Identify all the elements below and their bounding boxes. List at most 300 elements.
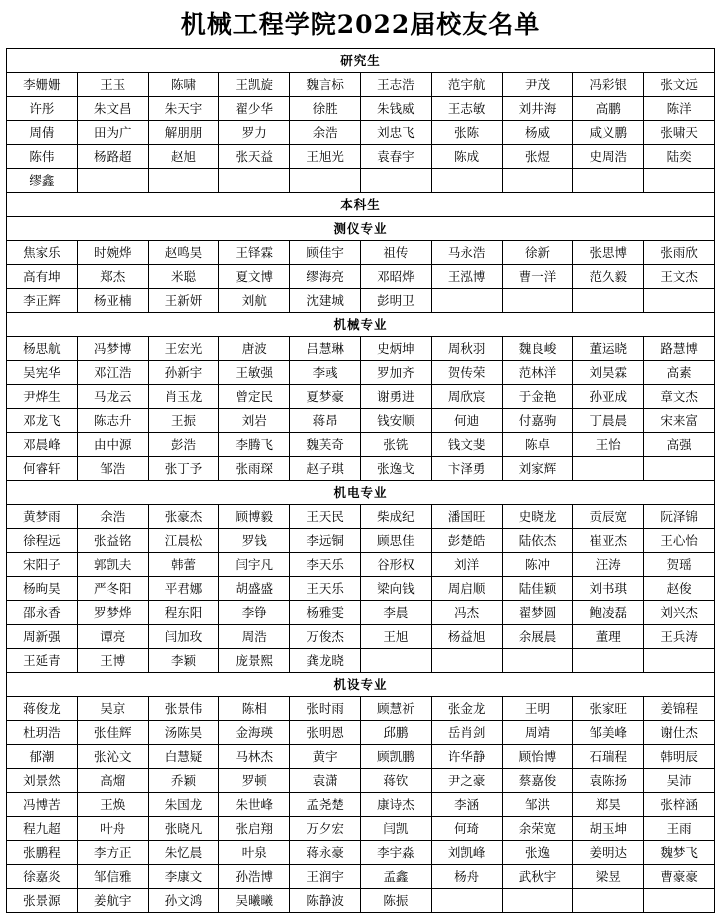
alumni-name-cell: 刘忠飞 [360, 121, 431, 145]
alumni-name-cell: 沈建城 [290, 289, 361, 313]
alumni-name-cell: 崔亚杰 [573, 529, 644, 553]
table-row [7, 241, 715, 265]
alumni-name-cell: 高素 [644, 361, 715, 385]
alumni-name-cell: 张雨欣 [644, 241, 715, 265]
empty-cell [431, 169, 502, 193]
alumni-name-cell: 李晨 [360, 601, 431, 625]
alumni-name-cell: 夏梦豪 [290, 385, 361, 409]
alumni-name-cell: 胡盛盛 [219, 577, 290, 601]
alumni-name-cell: 刘兴杰 [644, 601, 715, 625]
alumni-name-cell: 赵子琪 [290, 457, 361, 481]
empty-cell [573, 457, 644, 481]
alumni-name-cell: 王润宇 [290, 865, 361, 889]
alumni-name-cell: 赵俊 [644, 577, 715, 601]
alumni-name-cell: 徐程远 [7, 529, 78, 553]
alumni-name-cell: 田为广 [77, 121, 148, 145]
alumni-name-cell: 杨路超 [77, 145, 148, 169]
alumni-name-cell: 周秋羽 [431, 337, 502, 361]
alumni-name-cell: 孙文鸿 [148, 889, 219, 913]
alumni-name-cell: 刘书琪 [573, 577, 644, 601]
alumni-name-cell: 李彧 [290, 361, 361, 385]
table-row [7, 649, 715, 673]
alumni-name-cell: 钱安顺 [360, 409, 431, 433]
empty-cell [644, 649, 715, 673]
alumni-name-cell: 翟少华 [219, 97, 290, 121]
table-row [7, 121, 715, 145]
alumni-name-cell: 马永浩 [431, 241, 502, 265]
table-row [7, 337, 715, 361]
table-row [7, 625, 715, 649]
alumni-name-cell: 邓昭烨 [360, 265, 431, 289]
alumni-name-cell: 闫凯 [360, 817, 431, 841]
alumni-name-cell: 周启顺 [431, 577, 502, 601]
empty-cell [502, 889, 573, 913]
alumni-name-cell: 李天乐 [290, 553, 361, 577]
subsection-heading: 机械专业 [7, 313, 715, 337]
empty-cell [431, 889, 502, 913]
table-row [7, 553, 715, 577]
alumni-name-cell: 岳肖剑 [431, 721, 502, 745]
alumni-name-cell: 王焕 [77, 793, 148, 817]
alumni-name-cell: 尹之豪 [431, 769, 502, 793]
alumni-name-cell: 闫加玫 [148, 625, 219, 649]
alumni-name-cell: 高鹏 [573, 97, 644, 121]
alumni-name-cell: 张时雨 [290, 697, 361, 721]
alumni-name-cell: 张豪杰 [148, 505, 219, 529]
alumni-name-cell: 张梓涵 [644, 793, 715, 817]
alumni-name-cell: 朱天宇 [148, 97, 219, 121]
alumni-name-cell: 李宇淼 [360, 841, 431, 865]
alumni-name-cell: 汪涛 [573, 553, 644, 577]
alumni-name-cell: 吴曦曦 [219, 889, 290, 913]
alumni-name-cell: 余荣宽 [502, 817, 573, 841]
alumni-name-cell: 杨亚楠 [77, 289, 148, 313]
alumni-name-cell: 谢仕杰 [644, 721, 715, 745]
alumni-name-cell: 金海瑛 [219, 721, 290, 745]
table-row [7, 841, 715, 865]
alumni-name-cell: 阮泽锦 [644, 505, 715, 529]
alumni-name-cell: 张煜 [502, 145, 573, 169]
alumni-name-cell: 于金艳 [502, 385, 573, 409]
alumni-name-cell: 翟梦圆 [502, 601, 573, 625]
alumni-table [6, 48, 715, 913]
alumni-name-cell: 余浩 [77, 505, 148, 529]
alumni-name-cell: 陆佳颖 [502, 577, 573, 601]
alumni-name-cell: 高强 [644, 433, 715, 457]
alumni-name-cell: 张丁予 [148, 457, 219, 481]
alumni-name-cell: 冯博苦 [7, 793, 78, 817]
alumni-name-cell: 周欣宸 [431, 385, 502, 409]
alumni-name-cell: 顾思佳 [360, 529, 431, 553]
alumni-name-cell: 孙新宇 [148, 361, 219, 385]
table-row [7, 217, 715, 241]
alumni-name-cell: 王心怡 [644, 529, 715, 553]
alumni-name-cell: 王明 [502, 697, 573, 721]
table-row [7, 73, 715, 97]
alumni-name-cell: 谢勇进 [360, 385, 431, 409]
alumni-name-cell: 鲍凌磊 [573, 601, 644, 625]
alumni-name-cell: 何琦 [431, 817, 502, 841]
alumni-name-cell: 祖传 [360, 241, 431, 265]
alumni-name-cell: 朱世峰 [219, 793, 290, 817]
empty-cell [573, 889, 644, 913]
alumni-name-cell: 董运晓 [573, 337, 644, 361]
table-row [7, 745, 715, 769]
alumni-name-cell: 刘景然 [7, 769, 78, 793]
alumni-name-cell: 李方正 [77, 841, 148, 865]
alumni-name-cell: 王宏光 [148, 337, 219, 361]
alumni-name-cell: 叶舟 [77, 817, 148, 841]
alumni-name-cell: 严冬阳 [77, 577, 148, 601]
alumni-name-cell: 夏文博 [219, 265, 290, 289]
alumni-name-cell: 刘洋 [431, 553, 502, 577]
alumni-name-cell: 韩蕾 [148, 553, 219, 577]
table-row [7, 145, 715, 169]
alumni-name-cell: 邓江浩 [77, 361, 148, 385]
alumni-name-cell: 张沁文 [77, 745, 148, 769]
alumni-name-cell: 张铣 [360, 433, 431, 457]
alumni-name-cell: 王玉 [77, 73, 148, 97]
alumni-name-cell: 彭明卫 [360, 289, 431, 313]
alumni-name-cell: 焦家乐 [7, 241, 78, 265]
alumni-name-cell: 张景源 [7, 889, 78, 913]
alumni-name-cell: 梁昱 [573, 865, 644, 889]
alumni-name-cell: 杨雅雯 [290, 601, 361, 625]
empty-cell [502, 289, 573, 313]
alumni-name-cell: 王怡 [573, 433, 644, 457]
alumni-name-cell: 缪海亮 [290, 265, 361, 289]
alumni-name-cell: 邵永香 [7, 601, 78, 625]
alumni-name-cell: 王博 [77, 649, 148, 673]
alumni-name-cell: 张天益 [219, 145, 290, 169]
alumni-name-cell: 武秋宇 [502, 865, 573, 889]
alumni-name-cell: 周新强 [7, 625, 78, 649]
empty-cell [219, 169, 290, 193]
alumni-name-cell: 邹信雅 [77, 865, 148, 889]
alumni-name-cell: 路慧博 [644, 337, 715, 361]
alumni-name-cell: 张益铭 [77, 529, 148, 553]
alumni-name-cell: 魏良峻 [502, 337, 573, 361]
alumni-name-cell: 邹美峰 [573, 721, 644, 745]
alumni-name-cell: 黄梦雨 [7, 505, 78, 529]
alumni-name-cell: 平君娜 [148, 577, 219, 601]
alumni-name-cell: 朱国龙 [148, 793, 219, 817]
alumni-name-cell: 李颖 [148, 649, 219, 673]
alumni-name-cell: 何睿轩 [7, 457, 78, 481]
alumni-name-cell: 罗钱 [219, 529, 290, 553]
alumni-name-cell: 王兵涛 [644, 625, 715, 649]
alumni-name-cell: 王铎霖 [219, 241, 290, 265]
alumni-name-cell: 董理 [573, 625, 644, 649]
alumni-name-cell: 陈洋 [644, 97, 715, 121]
alumni-name-cell: 咸义鹏 [573, 121, 644, 145]
alumni-name-cell: 贺传荣 [431, 361, 502, 385]
alumni-name-cell: 王延青 [7, 649, 78, 673]
alumni-name-cell: 张明恩 [290, 721, 361, 745]
section-heading: 本科生 [7, 193, 715, 217]
alumni-name-cell: 张文远 [644, 73, 715, 97]
alumni-name-cell: 张佳辉 [77, 721, 148, 745]
alumni-name-cell: 蔡嘉俊 [502, 769, 573, 793]
alumni-name-cell: 王振 [148, 409, 219, 433]
alumni-name-cell: 吴沛 [644, 769, 715, 793]
alumni-name-cell: 陈志升 [77, 409, 148, 433]
alumni-name-cell: 乔颖 [148, 769, 219, 793]
alumni-name-cell: 顾博毅 [219, 505, 290, 529]
alumni-name-cell: 李铮 [219, 601, 290, 625]
alumni-name-cell: 尹茂 [502, 73, 573, 97]
alumni-name-cell: 王凯旋 [219, 73, 290, 97]
alumni-name-cell: 杨益旭 [431, 625, 502, 649]
alumni-name-cell: 顾佳宇 [290, 241, 361, 265]
alumni-name-cell: 袁春宇 [360, 145, 431, 169]
empty-cell [431, 649, 502, 673]
alumni-name-cell: 吕慧琳 [290, 337, 361, 361]
alumni-name-cell: 刘岩 [219, 409, 290, 433]
alumni-name-cell: 马林杰 [219, 745, 290, 769]
alumni-name-cell: 罗加齐 [360, 361, 431, 385]
alumni-name-cell: 章文杰 [644, 385, 715, 409]
alumni-name-cell: 由中源 [77, 433, 148, 457]
table-row [7, 385, 715, 409]
table-row [7, 457, 715, 481]
alumni-name-cell: 解朋朋 [148, 121, 219, 145]
alumni-name-cell: 时婉烨 [77, 241, 148, 265]
table-row [7, 97, 715, 121]
alumni-name-cell: 尹烨生 [7, 385, 78, 409]
alumni-name-cell: 缪鑫 [7, 169, 78, 193]
subsection-heading: 测仪专业 [7, 217, 715, 241]
alumni-name-cell: 冯彩银 [573, 73, 644, 97]
alumni-name-cell: 范林洋 [502, 361, 573, 385]
alumni-name-cell: 杨威 [502, 121, 573, 145]
table-row [7, 889, 715, 913]
alumni-name-cell: 余浩 [290, 121, 361, 145]
alumni-name-cell: 曹豪豪 [644, 865, 715, 889]
subsection-heading: 机电专业 [7, 481, 715, 505]
table-row [7, 505, 715, 529]
alumni-name-cell: 钱文斐 [431, 433, 502, 457]
empty-cell [77, 169, 148, 193]
alumni-name-cell: 冯杰 [431, 601, 502, 625]
alumni-name-cell: 刘家辉 [502, 457, 573, 481]
empty-cell [644, 457, 715, 481]
alumni-name-cell: 吴宪华 [7, 361, 78, 385]
alumni-name-cell: 曹一洋 [502, 265, 573, 289]
alumni-name-cell: 潘国旺 [431, 505, 502, 529]
alumni-name-cell: 梁向钱 [360, 577, 431, 601]
alumni-name-cell: 周浩 [219, 625, 290, 649]
alumni-name-cell: 冯梦博 [77, 337, 148, 361]
alumni-name-cell: 丁晨晨 [573, 409, 644, 433]
table-row [7, 793, 715, 817]
alumni-name-cell: 高有坤 [7, 265, 78, 289]
alumni-name-cell: 邱鹏 [360, 721, 431, 745]
table-row [7, 601, 715, 625]
alumni-name-cell: 李康文 [148, 865, 219, 889]
alumni-name-cell: 蒋昂 [290, 409, 361, 433]
alumni-name-cell: 张启翔 [219, 817, 290, 841]
alumni-name-cell: 张晓凡 [148, 817, 219, 841]
alumni-name-cell: 谷形权 [360, 553, 431, 577]
alumni-name-cell: 魏言标 [290, 73, 361, 97]
alumni-name-cell: 付嘉驹 [502, 409, 573, 433]
alumni-table-body [7, 49, 715, 913]
table-row [7, 409, 715, 433]
alumni-name-cell: 马龙云 [77, 385, 148, 409]
alumni-name-cell: 陆依杰 [502, 529, 573, 553]
alumni-name-cell: 陈伟 [7, 145, 78, 169]
alumni-name-cell: 程东阳 [148, 601, 219, 625]
alumni-name-cell: 黄宇 [290, 745, 361, 769]
alumni-name-cell: 石瑞程 [573, 745, 644, 769]
alumni-name-cell: 郭凯夫 [77, 553, 148, 577]
alumni-name-cell: 曾定民 [219, 385, 290, 409]
alumni-name-cell: 陈静波 [290, 889, 361, 913]
alumni-name-cell: 肖玉龙 [148, 385, 219, 409]
alumni-name-cell: 谭亮 [77, 625, 148, 649]
table-row [7, 769, 715, 793]
page-title: 机械工程学院2022届校友名单 [180, 10, 541, 39]
alumni-name-cell: 张家旺 [573, 697, 644, 721]
alumni-name-cell: 姜锦程 [644, 697, 715, 721]
alumni-name-cell: 陈振 [360, 889, 431, 913]
alumni-name-cell: 王雨 [644, 817, 715, 841]
table-row [7, 49, 715, 73]
alumni-name-cell: 张逸 [502, 841, 573, 865]
alumni-name-cell: 蒋俊龙 [7, 697, 78, 721]
alumni-name-cell: 蒋永豪 [290, 841, 361, 865]
empty-cell [290, 169, 361, 193]
alumni-name-cell: 王泓博 [431, 265, 502, 289]
empty-cell [644, 169, 715, 193]
alumni-name-cell: 邓晨峰 [7, 433, 78, 457]
alumni-name-cell: 范久毅 [573, 265, 644, 289]
alumni-name-cell: 刘航 [219, 289, 290, 313]
alumni-name-cell: 彭浩 [148, 433, 219, 457]
table-row [7, 433, 715, 457]
alumni-name-cell: 李腾飞 [219, 433, 290, 457]
table-row [7, 697, 715, 721]
alumni-name-cell: 万夕宏 [290, 817, 361, 841]
alumni-name-cell: 庞景熙 [219, 649, 290, 673]
table-row [7, 529, 715, 553]
alumni-name-cell: 朱忆晨 [148, 841, 219, 865]
table-row [7, 169, 715, 193]
alumni-name-cell: 陈相 [219, 697, 290, 721]
alumni-name-cell: 贡辰宽 [573, 505, 644, 529]
alumni-name-cell: 王志敏 [431, 97, 502, 121]
alumni-name-cell: 宋来富 [644, 409, 715, 433]
alumni-name-cell: 杜玥浩 [7, 721, 78, 745]
alumni-name-cell: 朱文昌 [77, 97, 148, 121]
alumni-name-cell: 刘井海 [502, 97, 573, 121]
alumni-name-cell: 程九超 [7, 817, 78, 841]
table-row [7, 193, 715, 217]
alumni-name-cell: 李姗姗 [7, 73, 78, 97]
alumni-name-cell: 李正辉 [7, 289, 78, 313]
alumni-name-cell: 王旭 [360, 625, 431, 649]
alumni-name-cell: 许彤 [7, 97, 78, 121]
alumni-name-cell: 张陈 [431, 121, 502, 145]
alumni-name-cell: 周倩 [7, 121, 78, 145]
alumni-name-cell: 陈冲 [502, 553, 573, 577]
alumni-name-cell: 顾慧祈 [360, 697, 431, 721]
alumni-name-cell: 史周浩 [573, 145, 644, 169]
alumni-name-cell: 史炳坤 [360, 337, 431, 361]
alumni-name-cell: 史晓龙 [502, 505, 573, 529]
alumni-name-cell: 白慧疑 [148, 745, 219, 769]
alumni-name-cell: 卞泽勇 [431, 457, 502, 481]
alumni-name-cell: 赵旭 [148, 145, 219, 169]
alumni-name-cell: 刘昊霖 [573, 361, 644, 385]
empty-cell [573, 169, 644, 193]
alumni-name-cell: 王旭光 [290, 145, 361, 169]
table-row [7, 481, 715, 505]
alumni-name-cell: 范宇航 [431, 73, 502, 97]
table-row [7, 577, 715, 601]
alumni-name-cell: 张逸戈 [360, 457, 431, 481]
alumni-name-cell: 徐胜 [290, 97, 361, 121]
alumni-name-cell: 魏芙奇 [290, 433, 361, 457]
alumni-name-cell: 陈成 [431, 145, 502, 169]
alumni-name-cell: 陆奕 [644, 145, 715, 169]
alumni-name-cell: 龚龙晓 [290, 649, 361, 673]
alumni-name-cell: 闫宇凡 [219, 553, 290, 577]
alumni-name-cell: 顾凯鹏 [360, 745, 431, 769]
subsection-heading: 机设专业 [7, 673, 715, 697]
alumni-name-cell: 郁潮 [7, 745, 78, 769]
alumni-name-cell: 张鹏程 [7, 841, 78, 865]
empty-cell [573, 289, 644, 313]
alumni-name-cell: 彭楚皓 [431, 529, 502, 553]
alumni-name-cell: 杨思航 [7, 337, 78, 361]
alumni-name-cell: 邹浩 [77, 457, 148, 481]
alumni-name-cell: 蒋钦 [360, 769, 431, 793]
alumni-name-cell: 余展晨 [502, 625, 573, 649]
alumni-name-cell: 张啸天 [644, 121, 715, 145]
alumni-name-cell: 张景伟 [148, 697, 219, 721]
alumni-name-cell: 宋阳子 [7, 553, 78, 577]
alumni-name-cell: 汤陈昊 [148, 721, 219, 745]
alumni-name-cell: 袁陈扬 [573, 769, 644, 793]
empty-cell [573, 649, 644, 673]
alumni-name-cell: 李远铜 [290, 529, 361, 553]
alumni-name-cell: 张金龙 [431, 697, 502, 721]
table-row [7, 865, 715, 889]
empty-cell [360, 169, 431, 193]
alumni-name-cell: 陈啸 [148, 73, 219, 97]
alumni-name-cell: 邹洪 [502, 793, 573, 817]
alumni-name-cell: 孟鑫 [360, 865, 431, 889]
table-row [7, 673, 715, 697]
table-row [7, 265, 715, 289]
alumni-name-cell: 何迪 [431, 409, 502, 433]
alumni-name-cell: 姜明达 [573, 841, 644, 865]
alumni-name-cell: 罗梦烨 [77, 601, 148, 625]
alumni-name-cell: 柴成纪 [360, 505, 431, 529]
alumni-name-cell: 徐新 [502, 241, 573, 265]
alumni-name-cell: 邓龙飞 [7, 409, 78, 433]
alumni-name-cell: 刘凯峰 [431, 841, 502, 865]
alumni-name-cell: 王天乐 [290, 577, 361, 601]
alumni-name-cell: 吴京 [77, 697, 148, 721]
alumni-name-cell: 唐波 [219, 337, 290, 361]
alumni-name-cell: 米聪 [148, 265, 219, 289]
alumni-name-cell: 张思博 [573, 241, 644, 265]
alumni-name-cell: 王新妍 [148, 289, 219, 313]
alumni-name-cell: 孙浩博 [219, 865, 290, 889]
